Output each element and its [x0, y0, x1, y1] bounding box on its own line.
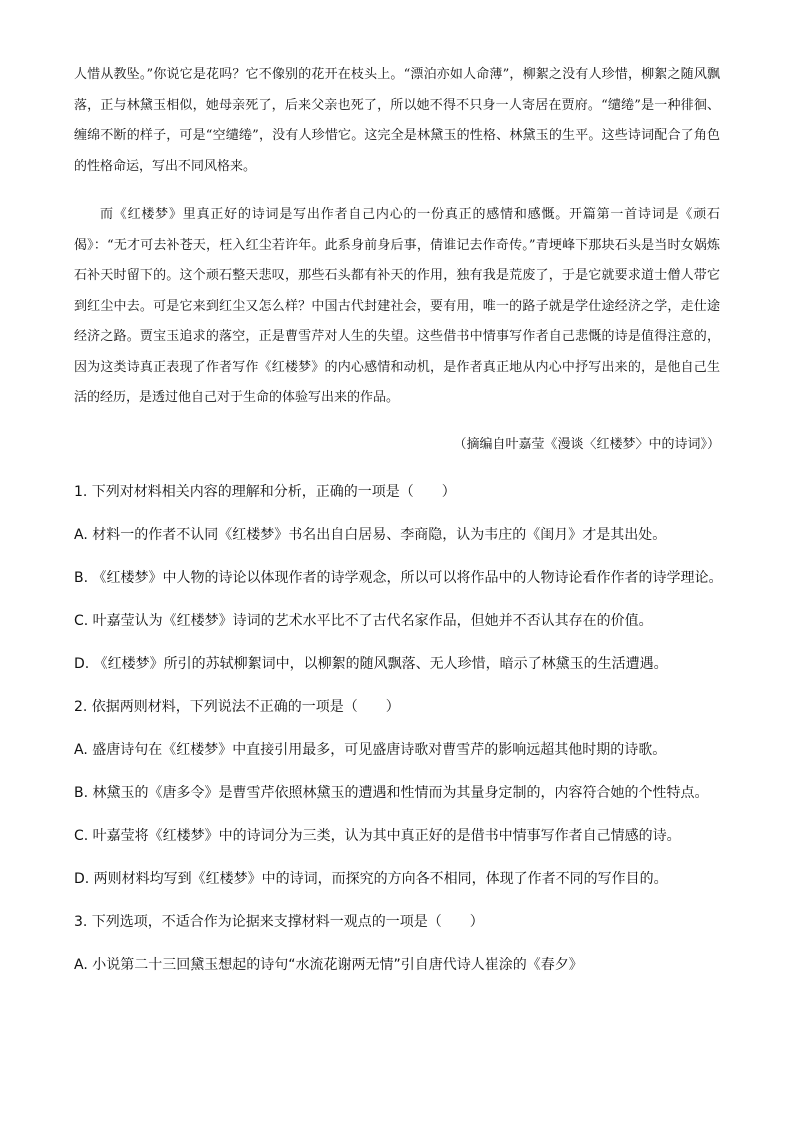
source-citation: （摘编自叶嘉莹《漫谈〈红楼梦〉中的诗词》） [453, 437, 720, 452]
passage-paragraph-2 [74, 200, 720, 414]
paragraph-text: 而《红楼梦》里真正好的诗词是写出作者自己内心的一份真正的感情和感慨。开篇第一首诗词是《顽石偈》：“无才可去补苍天，枉入红尘若许年。此系身前身后事，倩谁记去作奇传。”青埂峰下那块石头是当时女娲炼石补天时留下的。这个顽石整天悲叹，那些石头都有补天的作用，独有我是荒废了，于是它就要求道士僧人带它到红尘中去。可是它来到红尘又怎么样？中国古代封建社会，要有用，唯一的路子就是学仕途经济之学，走仕途经济之路。贾宝玉追求的落空，正是曹雪芹对人生的失望。这些借书中情事写作者自己悲慨的诗是值得注意的，因为这类诗真正表现了作者写作《红楼梦》的内心感情和动机，是作者真正地从内心中抒写出来的，是他自己生活的经历，是透过他自己对于生命的体验写出来的作品。 [74, 207, 720, 405]
question-2-option-b: B. 林黛玉的《唐多令》是曹雪芹依照林黛玉的遭遇和性情而为其量身定制的，内容符合她的个性特点。 [74, 785, 709, 801]
passage-paragraph-1 [74, 60, 720, 182]
question-1-option-d: D. 《红楼梦》所引的苏轼柳絮词中，以柳絮的随风飘落、无人珍惜，暗示了林黛玉的生活遭遇。 [74, 656, 668, 672]
question-1-option-a: A. 材料一的作者不认同《红楼梦》书名出自白居易、李商隐，认为韦庄的《闺月》才是其出处。 [74, 527, 667, 543]
question-1-stem: 1. 下列对材料相关内容的理解和分析，正确的一项是（ ） [74, 484, 456, 500]
question-1-option-c: C. 叶嘉莹认为《红楼梦》诗词的艺术水平比不了古代名家作品，但她并不否认其存在的价值。 [74, 613, 653, 629]
question-section [74, 478, 724, 980]
paragraph-text: 人惜从教坠。”你说它是花吗？它不像别的花开在枝头上。“漂泊亦如人命薄”，柳絮之没有人珍惜，柳絮之随风飘落，正与林黛玉相似，她母亲死了，后来父亲也死了，所以她不得不只身一人寄居在贾府。“缱绻”是一种徘徊、缠绵不断的样子，可是“空缱绻”，没有人珍惜它。这完全是林黛玉的性格、林黛玉的生平。这些诗词配合了角色的性格命运，写出不同风格来。 [74, 67, 720, 174]
question-2-option-c: C. 叶嘉莹将《红楼梦》中的诗词分为三类，认为其中真正好的是借书中情事写作者自己情感的诗。 [74, 828, 681, 844]
question-2-option-d: D. 两则材料均写到《红楼梦》中的诗词，而探究的方向各不相同，体现了作者不同的写作目的。 [74, 871, 668, 887]
question-1-option-b: B. 《红楼梦》中人物的诗论以体现作者的诗学观念，所以可以将作品中的人物诗论看作作者的诗学理论。 [74, 570, 723, 586]
question-3-option-a: A. 小说第二十三回黛玉想起的诗句“水流花谢两无情”引自唐代诗人崔涂的《春夕》 [74, 957, 583, 973]
question-3-stem: 3. 下列选项，不适合作为论据来支撑材料一观点的一项是（ ） [74, 914, 484, 930]
question-2-stem: 2. 依据两则材料，下列说法不正确的一项是（ ） [74, 699, 400, 715]
question-2-option-a: A. 盛唐诗句在《红楼梦》中直接引用最多，可见盛唐诗歌对曹雪芹的影响远超其他时期的诗歌。 [74, 742, 667, 758]
